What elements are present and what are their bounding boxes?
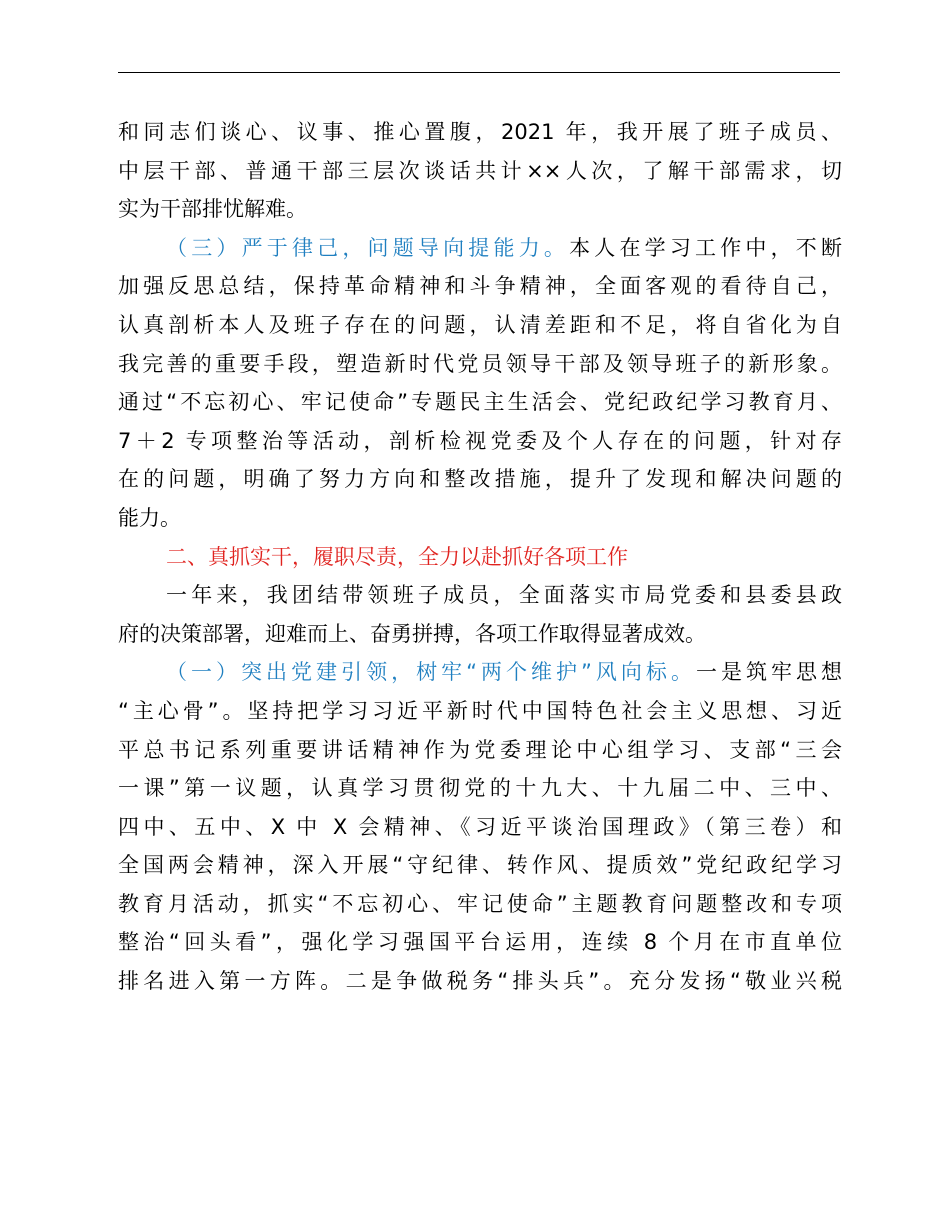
- text-line: 通过“不忘初心、牢记使命”专题民主生活会、党纪政纪学习教育月、: [118, 390, 842, 415]
- text-line: 一年来，我团结带领班子成员，全面落实市局党委和县委县政: [166, 583, 842, 608]
- text-run: 本人在学习工作中，不断: [569, 235, 843, 260]
- text-line: 能力。: [118, 505, 181, 530]
- text-run: 一是筑牢思想: [695, 660, 842, 685]
- text-line: 全国两会精神，深入开展“守纪律、转作风、提质效”党纪政纪学习: [118, 853, 842, 878]
- text-line: 加强反思总结，保持革命精神和斗争精神，全面客观的看待自己，: [118, 274, 842, 299]
- text-line: 认真剖析本人及班子存在的问题，认清差距和不足，将自省化为自: [118, 312, 842, 337]
- text-line: [118, 653, 842, 692]
- subheading-one: （一）突出党建引领，树牢“两个维护”风向标。: [166, 660, 696, 685]
- header-rule: [118, 72, 840, 73]
- document-body: [118, 113, 842, 1001]
- text-line: 四中、五中、X 中 X 会精神、《习近平谈治国理政》（第三卷）和: [118, 814, 842, 839]
- text-line: 平总书记系列重要讲话精神作为党委理论中心组学习、支部“三会: [118, 737, 842, 762]
- section-heading: 二、真抓实干，履职尽责，全力以赴抓好各项工作: [166, 544, 628, 569]
- text-line: 排名进入第一方阵。二是争做税务“排头兵”。充分发扬“敬业兴税: [118, 969, 842, 994]
- text-line: 在的问题，明确了努力方向和整改措施，提升了发现和解决问题的: [118, 467, 842, 492]
- text-line: 中层干部、普通干部三层次谈话共计××人次，了解干部需求，切: [118, 158, 842, 183]
- subheading-three: （三）严于律己，问题导向提能力。: [166, 235, 570, 260]
- text-line: 我完善的重要手段，塑造新时代党员领导干部及领导班子的新形象。: [118, 351, 842, 376]
- text-line: 府的决策部署，迎难而上、奋勇拼搏，各项工作取得显著成效。: [118, 621, 706, 646]
- text-line: [118, 229, 842, 268]
- text-line: 和同志们谈心、议事、推心置腹，2021 年，我开展了班子成员、: [118, 120, 842, 144]
- text-line: “主心骨”。坚持把学习习近平新时代中国特色社会主义思想、习近: [118, 698, 842, 723]
- text-line: 一课”第一议题，认真学习贯彻党的十九大、十九届二中、三中、: [118, 776, 842, 801]
- text-line: 7＋2 专项整治等活动，剖析检视党委及个人存在的问题，针对存: [118, 428, 842, 453]
- text-line: 整治“回头看”，强化学习强国平台运用，连续 8 个月在市直单位: [118, 930, 842, 955]
- text-line: 教育月活动，抓实“不忘初心、牢记使命”主题教育问题整改和专项: [118, 891, 842, 916]
- text-line: 实为干部排忧解难。: [118, 197, 307, 222]
